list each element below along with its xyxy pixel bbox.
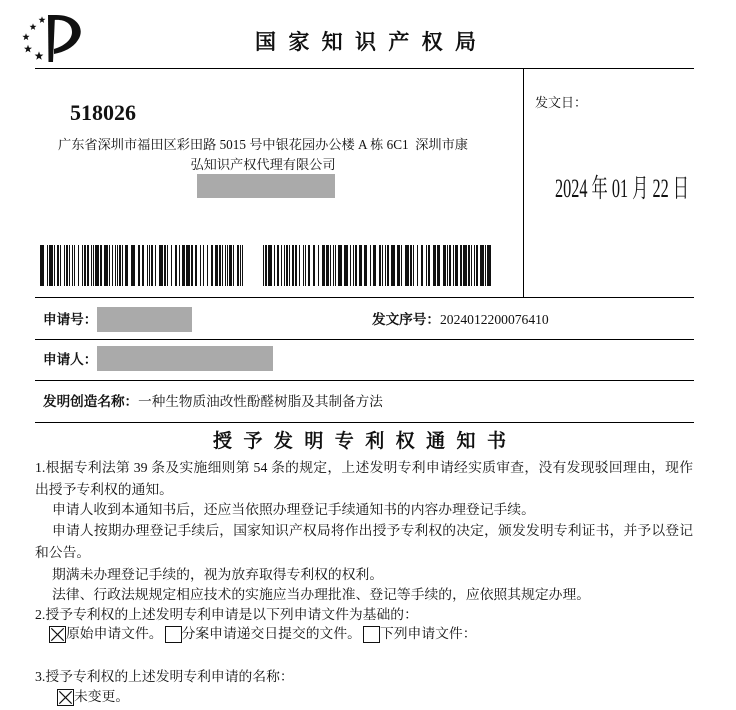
barcode-bar — [353, 245, 354, 286]
star-icon — [22, 33, 29, 40]
barcode-bar — [84, 245, 86, 286]
barcode-bar — [468, 245, 470, 286]
section3-heading: 3.授予专利权的上述发明专利申请的名称： — [35, 669, 294, 684]
checkbox-name-unchanged — [57, 689, 74, 706]
barcode-bar — [303, 245, 304, 286]
barcode-left — [40, 245, 244, 286]
barcode-bar — [449, 245, 451, 286]
redacted-applicant-name — [97, 346, 273, 371]
barcode-bar — [72, 245, 73, 286]
barcode-bar — [60, 245, 61, 286]
section3-options — [57, 688, 131, 706]
barcode-bar — [417, 245, 418, 286]
applicant-label: 申请人： — [43, 352, 98, 367]
barcode-bar — [182, 245, 185, 286]
section1-line-6: 期满未办理登记手续的，视为放弃取得专利权的权利。 — [52, 567, 384, 582]
barcode-bar — [344, 245, 348, 286]
barcode-bar — [78, 245, 79, 286]
checkbox-checked-icon — [58, 690, 73, 705]
application-number-label: 申请号： — [43, 312, 98, 327]
barcode-bar — [95, 245, 99, 286]
barcode-bar — [453, 245, 454, 286]
barcode-bar — [487, 245, 491, 286]
agency-name: 国家知识产权局 — [255, 30, 476, 54]
barcode-bar — [104, 245, 108, 286]
star-icon — [39, 16, 46, 23]
barcode-bar — [263, 245, 264, 286]
barcode-bar — [413, 245, 414, 286]
star-icon — [35, 51, 44, 59]
checkbox-original-files — [49, 626, 66, 643]
barcode-bar — [286, 245, 288, 286]
barcode-bar — [47, 245, 48, 286]
barcode-bar — [119, 245, 121, 286]
barcode-bar — [274, 245, 275, 286]
section1-line-4: 申请人按期办理登记手续后，国家知识产权局将作出授予专利权的决定，颁发发明专利证书，并予以登记 — [52, 523, 693, 538]
barcode-bar — [421, 245, 423, 286]
section1-line-5: 和公告。 — [35, 545, 91, 560]
barcode-bar — [318, 245, 319, 286]
barcode-bar — [326, 245, 329, 286]
barcode-bar — [308, 245, 310, 286]
barcode-bar — [292, 245, 294, 286]
barcode-bar — [138, 245, 140, 286]
section1-line-1: 1.根据专利法第 39 条及实施细则第 54 条的规定，上述发明专利申请经实质审查，没有发现驳回理由，现作 — [35, 460, 693, 475]
barcode-bar — [195, 245, 197, 286]
option-following-files-label: 下列申请文件： — [379, 626, 477, 641]
option-divisional-files-label: 分案申请递交日提交的文件。 — [181, 626, 361, 641]
address-line-2: 弘知识产权代理有限公司 — [190, 157, 336, 172]
section1-line-3: 申请人收到本通知书后，还应当依照办理登记手续通知书的内容办理登记手续。 — [52, 502, 535, 517]
barcode-bar — [397, 245, 400, 286]
barcode-bar — [142, 245, 144, 286]
checkbox-checked-icon — [50, 627, 65, 642]
barcode-bar — [385, 245, 386, 286]
vertical-rule-header — [523, 68, 524, 297]
barcode-bar — [401, 245, 402, 286]
checkbox-divisional-files — [165, 626, 182, 643]
barcode-bar — [277, 245, 279, 286]
barcode-bar — [485, 245, 486, 286]
barcode-bar — [215, 245, 218, 286]
barcode-bar — [54, 245, 55, 286]
star-icon — [24, 45, 32, 53]
barcode-bar — [330, 245, 331, 286]
barcode-bar — [233, 245, 234, 286]
barcode-bar — [69, 245, 70, 286]
barcode-bar — [242, 245, 243, 286]
barcode-bar — [443, 245, 446, 286]
section1-line-2: 出授予专利权的通知。 — [35, 482, 173, 497]
barcode-bar — [437, 245, 440, 286]
barcode-bar — [115, 245, 116, 286]
barcode-bar — [387, 245, 389, 286]
logo-stars — [22, 16, 45, 59]
barcode-bar — [155, 245, 156, 286]
barcode-bar — [333, 245, 334, 286]
barcode-bar — [410, 245, 412, 286]
barcode-bar — [203, 245, 204, 286]
barcode-bar — [74, 245, 75, 286]
barcode-bar — [175, 245, 177, 286]
barcode-bar — [455, 245, 458, 286]
barcode-bar — [125, 245, 128, 286]
barcode-bar — [40, 245, 44, 286]
barcode-bar — [91, 245, 92, 286]
barcode-bar — [305, 245, 306, 286]
barcode-bar — [227, 245, 228, 286]
barcode-bar — [167, 245, 168, 286]
barcode-bar — [265, 245, 267, 286]
cnipa-logo-icon — [18, 12, 84, 64]
barcode-bar — [447, 245, 448, 286]
barcode-bar — [240, 245, 241, 286]
barcode-bar — [93, 245, 94, 286]
barcode-bar — [117, 245, 118, 286]
barcode-bar — [289, 245, 290, 286]
issue-date-value: 2024 年 01 月 22 日 — [555, 174, 689, 203]
barcode-bar — [350, 245, 351, 286]
barcode-bar — [471, 245, 472, 286]
barcode-bar — [191, 245, 193, 286]
barcode-bar — [87, 245, 89, 286]
barcode-bar — [405, 245, 409, 286]
barcode-bar — [159, 245, 163, 286]
horizontal-rule-row-3 — [35, 422, 694, 423]
barcode-bar — [211, 245, 213, 286]
barcode-bar — [295, 245, 297, 286]
barcode-bar — [64, 245, 65, 286]
horizontal-rule-top — [35, 68, 694, 69]
horizontal-rule-row-2 — [35, 380, 694, 381]
horizontal-rule-row-1 — [35, 339, 694, 340]
barcode-right — [263, 245, 497, 286]
horizontal-rule-header-bottom — [35, 297, 694, 298]
barcode-bar — [207, 245, 208, 286]
section2-options — [49, 625, 479, 643]
barcode-bar — [229, 245, 232, 286]
barcode-bar — [426, 245, 427, 286]
serial-number-field — [372, 311, 549, 329]
section2-heading: 2.授予专利权的上述发明专利申请是以下列申请文件为基础的： — [35, 607, 418, 622]
barcode-bar — [147, 245, 148, 286]
serial-number-label: 发文序号： — [372, 312, 440, 327]
barcode-bar — [379, 245, 381, 286]
barcode-bar — [57, 245, 59, 286]
issue-date-label: 发文日： — [535, 95, 588, 110]
barcode-bar — [373, 245, 376, 286]
barcode-bar — [151, 245, 153, 286]
barcode-bar — [428, 245, 430, 286]
redacted-application-number — [97, 307, 192, 332]
barcode-bar — [460, 245, 462, 286]
option-name-unchanged-label: 未变更。 — [74, 689, 130, 704]
barcode-bar — [355, 245, 357, 286]
barcode-bar — [474, 245, 475, 286]
barcode-bar — [359, 245, 362, 286]
star-icon — [30, 23, 37, 30]
barcode-bar — [237, 245, 239, 286]
barcode-bar — [364, 245, 367, 286]
barcode-bar — [338, 245, 342, 286]
barcode-bar — [222, 245, 223, 286]
barcode-bar — [322, 245, 325, 286]
barcode-bar — [219, 245, 221, 286]
invention-title-value: 一种生物质油改性酚醛树脂及其制备方法 — [138, 394, 383, 409]
barcode-bar — [179, 245, 180, 286]
option-original-files-label: 原始申请文件。 — [66, 626, 163, 641]
barcode-bar — [391, 245, 395, 286]
barcode-bar — [100, 245, 102, 286]
barcode-bar — [49, 245, 53, 286]
address-line-1: 广东省深圳市福田区彩田路 5015 号中银花园办公楼 A 栋 6C1 深圳市康 — [58, 137, 468, 152]
barcode-bar — [281, 245, 282, 286]
redacted-recipient-name — [197, 174, 335, 198]
barcode-bar — [476, 245, 478, 286]
barcode-bar — [433, 245, 436, 286]
barcode-bar — [268, 245, 272, 286]
barcode-bar — [299, 245, 300, 286]
logo-stem — [48, 15, 55, 62]
barcode-bar — [463, 245, 467, 286]
barcode-bar — [200, 245, 201, 286]
section1-line-7: 法律、行政法规规定相应技术的实施应当办理批准、登记等手续的，应依照其规定办理。 — [52, 587, 591, 602]
postcode: 518026 — [70, 100, 136, 125]
barcode-bar — [66, 245, 68, 286]
checkbox-following-files — [363, 626, 380, 643]
barcode-bar — [112, 245, 113, 286]
barcode-bar — [131, 245, 135, 286]
barcode-bar — [313, 245, 315, 286]
barcode-bar — [480, 245, 484, 286]
barcode-bar — [382, 245, 383, 286]
barcode-bar — [335, 245, 336, 286]
logo-bowl — [54, 15, 81, 54]
barcode-bar — [109, 245, 110, 286]
barcode-bar — [225, 245, 226, 286]
barcode-bar — [171, 245, 172, 286]
barcode-bar — [284, 245, 285, 286]
barcode-bar — [82, 245, 83, 286]
issue-date — [552, 168, 694, 204]
barcode-bar — [370, 245, 371, 286]
invention-title-field — [43, 393, 383, 411]
serial-number-value: 2024012200076410 — [439, 312, 549, 327]
invention-title-label: 发明创造名称： — [43, 394, 139, 409]
barcode-bar — [122, 245, 123, 286]
barcode-bar — [149, 245, 150, 286]
barcode-bar — [186, 245, 190, 286]
barcode-bar — [164, 245, 166, 286]
notice-title: 授予发明专利权通知书 — [213, 430, 506, 452]
